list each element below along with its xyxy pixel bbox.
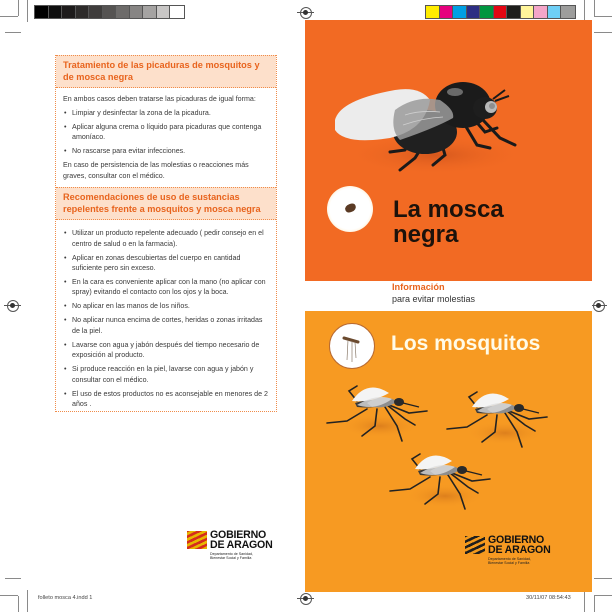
treatment-outro: En caso de persistencia de las molestias o reacciones más graves, consultar con el médico. (63, 161, 249, 180)
gray-swatch (76, 6, 90, 18)
color-ramp (425, 5, 576, 19)
crop-mark (18, 596, 19, 612)
crop-mark (0, 595, 18, 596)
crop-mark (27, 0, 28, 22)
crop-mark (5, 578, 21, 579)
print-timestamp: 30/11/07 08:54:43 (526, 595, 571, 601)
gray-swatch (103, 6, 117, 18)
crop-mark (27, 590, 28, 612)
gray-swatch (143, 6, 157, 18)
cover-top-panel (305, 20, 592, 281)
list-item: • Utilizar un producto repelente adecuado ( pedir consejo en el centro de salud o en la farmacia). (63, 228, 269, 249)
mosquito-photo (330, 324, 374, 368)
black-fly-photo-icon (327, 186, 373, 232)
logo-sub2: Bienestar Social y Familia (210, 556, 252, 561)
registration-mark-right (593, 300, 605, 312)
gray-swatch (130, 6, 144, 18)
list-item: • No aplicar en las manos de los niños. (63, 301, 269, 311)
list-item: • Aplicar alguna crema o líquido para picaduras que contenga amoníaco. (63, 122, 269, 143)
aragon-flag-icon (187, 531, 207, 549)
info-title: Información (392, 282, 445, 292)
left-panel (55, 55, 277, 412)
treatment-body (56, 88, 276, 187)
crop-mark (594, 16, 612, 17)
gray-ramp (34, 5, 185, 19)
logo-sub2: Bienestar Social y Familia (488, 561, 530, 566)
color-swatch (494, 6, 508, 18)
list-item: • El uso de estos productos no es aconsejable en menores de 2 años . (63, 389, 269, 410)
list-item: • No rascarse para evitar infecciones. (63, 146, 269, 156)
gray-swatch (170, 6, 184, 18)
logo-line2: DE ARAGON (210, 539, 273, 551)
crop-mark (5, 32, 21, 33)
color-swatch (467, 6, 481, 18)
gobierno-aragon-logo (187, 530, 273, 560)
aragon-flag-icon (465, 536, 485, 554)
crop-mark (18, 0, 19, 16)
list-item: • Si produce reacción en la piel, lavarse con agua y jabón y consultar con el médico. (63, 364, 269, 385)
color-swatch (440, 6, 454, 18)
crop-mark (584, 590, 585, 612)
treatment-heading: Tratamiento de las picaduras de mosquitos y de mosca negra (56, 55, 276, 88)
color-swatch (534, 6, 548, 18)
mosquitos-title: Los mosquitos (391, 332, 541, 355)
gray-swatch (89, 6, 103, 18)
color-swatch (453, 6, 467, 18)
mosca-negra-title (393, 197, 504, 247)
color-swatch (426, 6, 440, 18)
crop-mark (594, 595, 612, 596)
logo-line2: DE ARAGON (488, 544, 551, 556)
logo-line1: GOBIERNO (210, 529, 267, 541)
repellents-list (63, 228, 269, 409)
crop-mark (594, 32, 612, 33)
color-swatch (548, 6, 562, 18)
repellents-heading: Recomendaciones de uso de sustancias repelentes frente a mosquitos y mosca negra (56, 187, 276, 220)
crop-mark (594, 0, 595, 16)
logo-line1: GOBIERNO (488, 534, 545, 546)
treatment-list (63, 108, 269, 157)
list-item: • No aplicar nunca encima de cortes, heridas o zonas irritadas de la piel. (63, 315, 269, 336)
info-subtitle: para evitar molestias (392, 294, 476, 304)
gobierno-aragon-logo-cover (465, 535, 551, 565)
crop-mark (594, 596, 595, 612)
logo-sub1: Departamento de Sanidad, (488, 557, 531, 561)
fly-photo (344, 202, 357, 213)
list-item: • Limpiar y desinfectar la zona de la picadura. (63, 108, 269, 118)
crop-mark (584, 0, 585, 22)
list-item: • Lavarse con agua y jabón después del tiempo necesario de exposición al producto. (63, 340, 269, 361)
gray-swatch (35, 6, 49, 18)
color-swatch (561, 6, 575, 18)
gray-swatch (62, 6, 76, 18)
list-item: • En la cara es conveniente aplicar con la mano (no aplicar con spray) evitando el contacto con los ojos y la boca. (63, 277, 269, 298)
repellents-body (56, 220, 276, 419)
crop-mark (0, 16, 18, 17)
gray-swatch (49, 6, 63, 18)
mosca-title-line1: La mosca (393, 196, 504, 223)
color-swatch (480, 6, 494, 18)
logo-department (210, 552, 273, 560)
treatment-intro: En ambos casos deben tratarse las picaduras de igual forma: (63, 95, 256, 103)
mosquito-photo-icon (329, 323, 375, 369)
registration-mark-left (7, 300, 19, 312)
black-fly-illustration (305, 20, 592, 210)
logo-sub1: Departamento de Sanidad, (210, 552, 253, 556)
registration-mark-top (300, 7, 312, 19)
list-item: • Aplicar en zonas descubiertas del cuerpo en cantidad suficiente pero sin exceso. (63, 253, 269, 274)
crop-mark (594, 578, 612, 579)
gray-swatch (157, 6, 171, 18)
color-swatch (521, 6, 535, 18)
color-swatch (507, 6, 521, 18)
registration-mark-bottom (300, 593, 312, 605)
logo-department (488, 557, 551, 565)
mosca-title-line2: negra (393, 221, 459, 248)
file-slug: folleto mosca 4.indd 1 (38, 595, 93, 601)
gray-swatch (116, 6, 130, 18)
